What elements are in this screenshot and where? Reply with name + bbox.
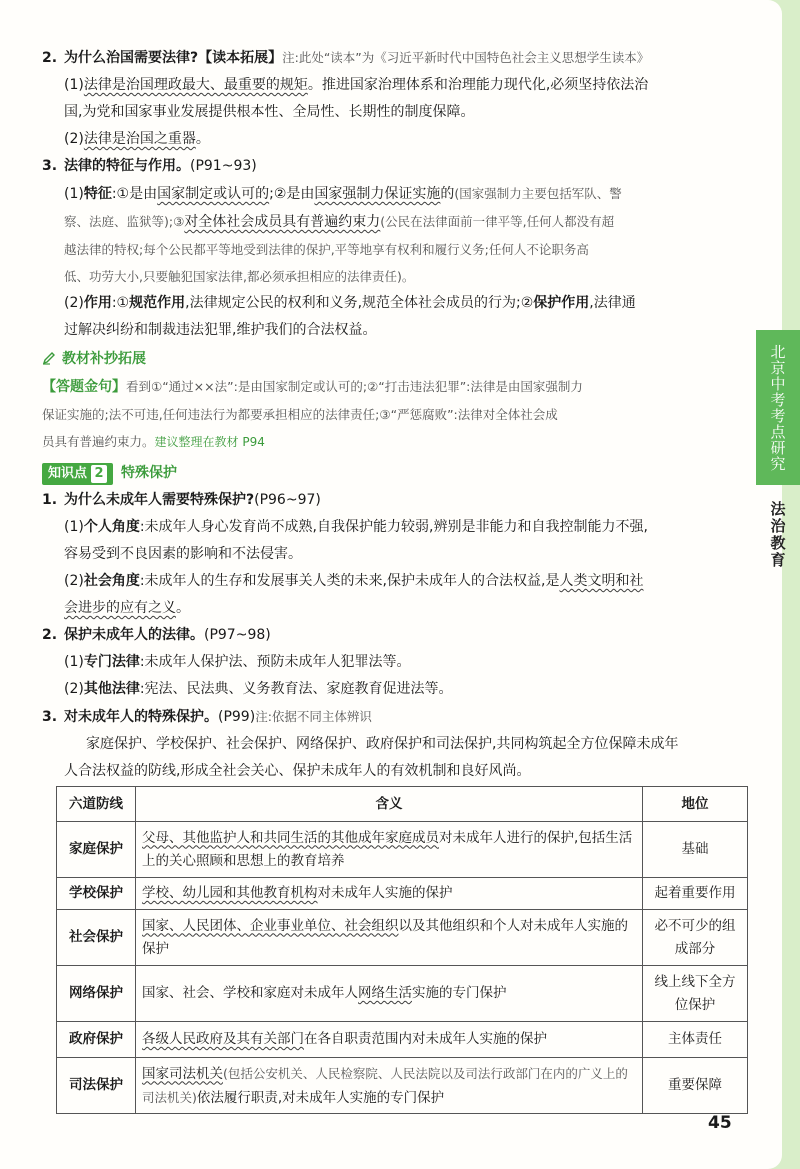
answer-line: 越法律的特权;每个公民都平等地受到法律的保护,平等地享有权利和履行义务;任何人不论职务高 xyxy=(64,242,589,257)
supplement-heading: 教材补抄拓展 xyxy=(42,346,734,373)
answer-line: 低、功劳大小,只要触犯国家法律,都必须承担相应的法律责任)。 xyxy=(64,269,415,284)
question-heading: 3. 对未成年人的特殊保护。(P99)注:依据不同主体辨识 xyxy=(42,709,372,725)
answer-line: 会进步的应有之义。 xyxy=(64,600,190,616)
row-status: 重要保障 xyxy=(643,1058,748,1114)
answer-line: 察、法庭、监狱等);③对全体社会成员具有普遍约束力(公民在法律面前一律平等,任何人都没有超 xyxy=(64,214,615,230)
main-content xyxy=(42,44,734,785)
side-tab-subject: 法治教育 xyxy=(768,501,787,569)
answer-line: 过解决纠纷和制裁违法犯罪,维护我们的合法权益。 xyxy=(64,322,377,338)
row-meaning: 各级人民政府及其有关部门在各自职责范围内对未成年人实施的保护 xyxy=(136,1022,643,1058)
answer-line: (1)法律是治国理政最大、最重要的规矩。推进国家治理体系和治理能力现代化,必须坚持依法治 xyxy=(64,77,649,93)
answer-line: 国,为党和国家事业发展提供根本性、全局性、长期性的制度保障。 xyxy=(64,104,475,120)
table-row xyxy=(57,1022,748,1058)
question-heading: 2. 保护未成年人的法律。(P97~98) xyxy=(42,627,271,643)
supplement-line: 【答题金句】看到①“通过××法”:是由国家制定或认可的;②“打击违法犯罪”:法律是由国家强制力 xyxy=(42,379,583,395)
row-meaning: 国家司法机关(包括公安机关、人民检察院、人民法院以及司法行政部门在内的广义上的司法机关)依法履行职责,对未成年人实施的专门保护 xyxy=(136,1058,643,1114)
table-header-row xyxy=(57,787,748,822)
supplement-line: 保证实施的;法不可违,任何违法行为都要承担相应的法律责任;③“严惩腐败”:法律对全体社会成 xyxy=(42,407,558,422)
table-row xyxy=(57,878,748,910)
row-status: 基础 xyxy=(643,822,748,878)
table-header: 六道防线 xyxy=(57,787,136,822)
knowledge-point-header: 知识点 2 特殊保护 xyxy=(42,460,734,487)
row-name: 学校保护 xyxy=(57,878,136,910)
answer-line: (1)个人角度:未成年人身心发育尚不成熟,自我保护能力较弱,辨别是非能力和自我控制能力不强, xyxy=(64,519,648,535)
table-row xyxy=(57,966,748,1022)
answer-line: (1)特征:①是由国家制定或认可的;②是由国家强制力保证实施的(国家强制力主要包括军队、警 xyxy=(64,186,622,202)
pencil-icon xyxy=(42,351,56,365)
table-row xyxy=(57,910,748,966)
page-number: 45 xyxy=(708,1113,732,1133)
row-name: 社会保护 xyxy=(57,910,136,966)
table-row xyxy=(57,822,748,878)
row-meaning: 国家、人民团体、企业事业单位、社会组织以及其他组织和个人对未成年人实施的保护 xyxy=(136,910,643,966)
row-meaning: 国家、社会、学校和家庭对未成年人网络生活实施的专门保护 xyxy=(136,966,643,1022)
body-paragraph: 家庭保护、学校保护、社会保护、网络保护、政府保护和司法保护,共同构筑起全方位保障未成年 xyxy=(86,736,679,752)
row-status: 起着重要作用 xyxy=(643,878,748,910)
side-tab-series: 北京中考考点研究 xyxy=(756,330,800,485)
row-name: 网络保护 xyxy=(57,966,136,1022)
answer-line: (2)作用:①规范作用,法律规定公民的权利和义务,规范全体社会成员的行为;②保护作用,法律通 xyxy=(64,295,636,311)
row-status: 主体责任 xyxy=(643,1022,748,1058)
answer-line: (2)法律是治国之重器。 xyxy=(64,131,210,147)
body-paragraph: 人合法权益的防线,形成全社会关心、保护未成年人的有效机制和良好风尚。 xyxy=(64,763,531,779)
answer-line: (2)其他法律:宪法、民法典、义务教育法、家庭教育促进法等。 xyxy=(64,681,453,697)
row-name: 家庭保护 xyxy=(57,822,136,878)
answer-line: (2)社会角度:未成年人的生存和发展事关人类的未来,保护未成年人的合法权益,是人类文明和社 xyxy=(64,573,644,589)
question-heading: 1. 为什么未成年人需要特殊保护?(P96~97) xyxy=(42,492,321,508)
defense-lines-table xyxy=(56,786,748,1114)
row-status: 线上线下全方位保护 xyxy=(643,966,748,1022)
answer-line: (1)专门法律:未成年人保护法、预防未成年人犯罪法等。 xyxy=(64,654,411,670)
question-heading: 3. 法律的特征与作用。(P91~93) xyxy=(42,158,257,174)
row-name: 政府保护 xyxy=(57,1022,136,1058)
table-header: 含义 xyxy=(136,787,643,822)
table-header: 地位 xyxy=(643,787,748,822)
row-meaning: 学校、幼儿园和其他教育机构对未成年人实施的保护 xyxy=(136,878,643,910)
table-row xyxy=(57,1058,748,1114)
answer-line: 容易受到不良因素的影响和不法侵害。 xyxy=(64,546,302,562)
row-status: 必不可少的组成部分 xyxy=(643,910,748,966)
supplement-line: 员具有普遍约束力。建议整理在教材 P94 xyxy=(42,434,265,449)
row-name: 司法保护 xyxy=(57,1058,136,1114)
question-heading: 2. 为什么治国需要法律?【读本拓展】注:此处“读本”为《习近平新时代中国特色社会主义思想学生读本》 xyxy=(42,50,650,66)
row-meaning: 父母、其他监护人和共同生活的其他成年家庭成员对未成年人进行的保护,包括生活上的关心照顾和思想上的教育培养 xyxy=(136,822,643,878)
